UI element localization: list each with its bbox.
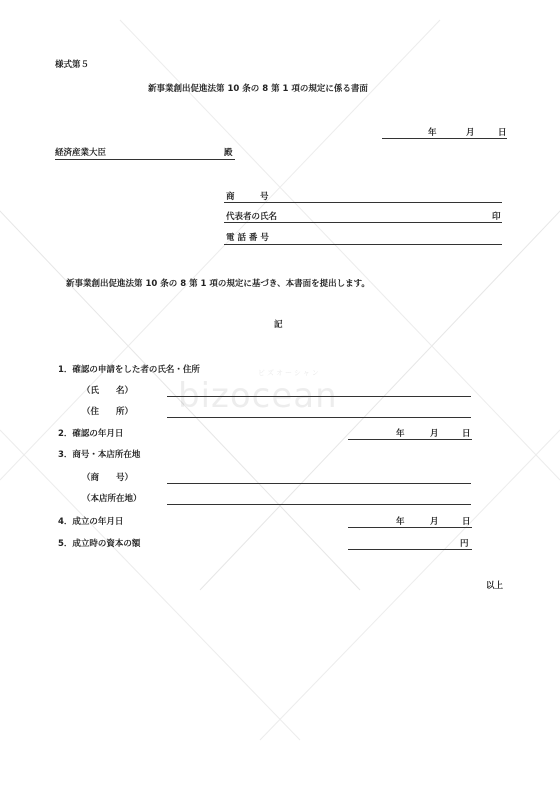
- applicant-name-line: [167, 396, 471, 397]
- document-title: 新事業創出促進法第 10 条の 8 第 1 項の規定に係る書面: [148, 84, 368, 94]
- item-4-month: 月: [430, 517, 439, 527]
- applicant-address-line: [167, 417, 471, 418]
- item-3-heading: 3．商号・本店所在地: [58, 450, 141, 460]
- phone-label: 電 話 番 号: [226, 233, 269, 243]
- applicant-name-label: （氏 名）: [82, 386, 134, 396]
- item-4-day: 日: [462, 517, 471, 527]
- watermark-line: [0, 430, 300, 740]
- item-4-year: 年: [396, 517, 405, 527]
- ki-heading: 記: [274, 320, 283, 330]
- item-4-line: [348, 527, 472, 528]
- hq-line: [167, 504, 471, 505]
- hq-label: （本店所在地）: [82, 494, 142, 504]
- watermark-kana: ビズオーシャン: [258, 369, 321, 377]
- item-2-day: 日: [462, 429, 471, 439]
- item-2-line: [348, 439, 472, 440]
- item-2-month: 月: [430, 429, 439, 439]
- form-number: 様式第５: [55, 60, 90, 70]
- item-2-heading: 2．確認の年月日: [58, 429, 124, 439]
- closing-text: 以上: [486, 581, 504, 591]
- seal-mark: 印: [492, 212, 501, 222]
- date-underline: [382, 138, 507, 139]
- addressee-honorific: 殿: [224, 148, 233, 158]
- item-5-heading: 5．成立時の資本の額: [58, 539, 141, 549]
- item-2-year: 年: [396, 429, 405, 439]
- date-year-label: 年: [428, 128, 437, 138]
- representative-line: [224, 222, 502, 223]
- phone-line: [224, 244, 502, 245]
- watermark-line: [260, 430, 560, 740]
- trade-label: （商 号）: [82, 473, 134, 483]
- item-4-heading: 4．成立の年月日: [58, 517, 124, 527]
- representative-label: 代表者の氏名: [226, 212, 278, 222]
- addressee-name: 経済産業大臣: [55, 148, 107, 158]
- addressee-underline: [55, 159, 235, 160]
- date-month-label: 月: [466, 128, 475, 138]
- item-1-heading: 1．確認の申請をした者の氏名・住所: [58, 365, 200, 375]
- watermark-logo: bizocean: [178, 376, 338, 416]
- yen-label: 円: [460, 539, 469, 549]
- statement-text: 新事業創出促進法第 10 条の 8 第 1 項の規定に基づき、本書面を提出します。: [66, 279, 370, 289]
- trade-name-label: 商 号: [226, 192, 269, 202]
- applicant-address-label: （住 所）: [82, 407, 134, 417]
- trade-name-line: [224, 202, 502, 203]
- trade-line: [167, 483, 471, 484]
- date-day-label: 日: [498, 128, 507, 138]
- item-5-line: [348, 549, 472, 550]
